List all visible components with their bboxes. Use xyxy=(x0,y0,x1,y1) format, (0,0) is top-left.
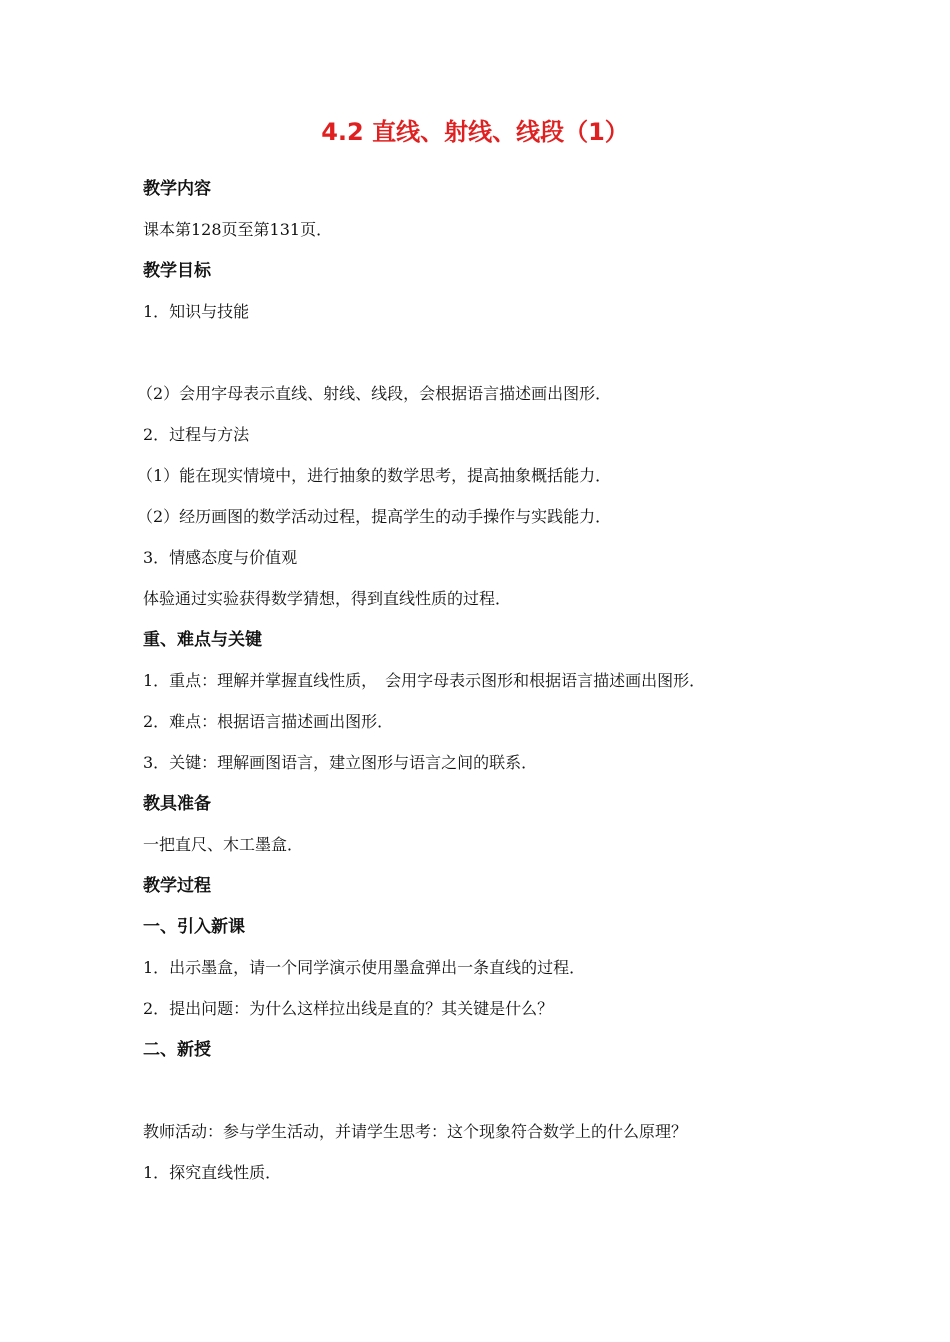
explore-step-1: 1．探究直线性质． xyxy=(143,1163,282,1182)
heading-introduction: 一、引入新课 xyxy=(143,917,245,937)
key-point-2: 2．难点：根据语言描述画出图形． xyxy=(143,712,394,731)
heading-teaching-goals: 教学目标 xyxy=(143,261,211,281)
paragraph-textbook-pages: 课本第128页至第131页． xyxy=(143,220,333,239)
heading-new-lesson: 二、新授 xyxy=(143,1040,211,1060)
key-point-3: 3．关键：理解画图语言，建立图形与语言之间的联系． xyxy=(143,753,538,772)
goal-process-method: 2．过程与方法 xyxy=(143,425,250,444)
goal-process-item-2: （2）经历画图的数学活动过程，提高学生的动手操作与实践能力． xyxy=(137,507,612,526)
paragraph-tools: 一把直尺、木工墨盒． xyxy=(143,835,304,854)
heading-key-points: 重、难点与关键 xyxy=(143,630,262,650)
document-title: 4.2 直线、射线、线段（1） xyxy=(321,118,629,146)
heading-teaching-content: 教学内容 xyxy=(143,179,211,199)
goal-process-item-1: （1）能在现实情境中，进行抽象的数学思考，提高抽象概括能力． xyxy=(137,466,612,485)
goal-knowledge-item-2: （2）会用字母表示直线、射线、线段，会根据语言描述画出图形． xyxy=(137,384,612,403)
heading-teaching-process: 教学过程 xyxy=(143,876,211,896)
intro-step-2: 2．提出问题：为什么这样拉出线是直的？其关键是什么？ xyxy=(143,999,554,1018)
paragraph-teacher-activity: 教师活动：参与学生活动，并请学生思考：这个现象符合数学上的什么原理？ xyxy=(143,1122,688,1141)
heading-teaching-tools: 教具准备 xyxy=(143,794,211,814)
goal-attitude-text: 体验通过实验获得数学猜想，得到直线性质的过程． xyxy=(143,589,512,608)
key-point-1: 1．重点：理解并掌握直线性质， 会用字母表示图形和根据语言描述画出图形． xyxy=(143,671,706,690)
intro-step-1: 1．出示墨盒，请一个同学演示使用墨盒弹出一条直线的过程． xyxy=(143,958,586,977)
goal-knowledge-skills: 1．知识与技能 xyxy=(143,302,250,321)
goal-attitude-values: 3．情感态度与价值观 xyxy=(143,548,298,567)
